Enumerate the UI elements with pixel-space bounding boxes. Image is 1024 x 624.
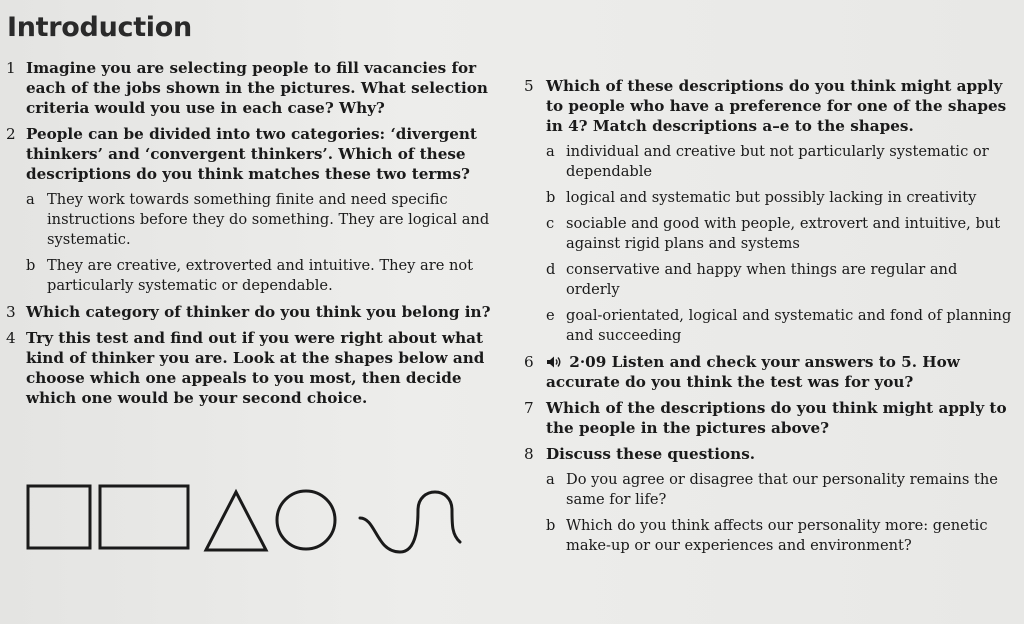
option-5d	[524, 260, 1014, 300]
option-2b	[6, 256, 506, 296]
option-text: conservative and happy when things are regular and orderly	[566, 261, 958, 298]
question-text: People can be divided into two categories: ‘divergent thinkers’ and ‘convergent thinkers’. Which of these descriptions do you think matches these two terms?	[26, 125, 477, 183]
option-text: Which do you think affects our personality more: genetic make-up or our experiences and environment?	[566, 517, 988, 554]
question-2	[6, 124, 506, 184]
audio-track-number: 2·09	[569, 353, 607, 371]
option-letter: b	[546, 517, 556, 534]
question-text: Discuss these questions.	[546, 445, 756, 463]
option-text: Do you agree or disagree that our personality remains the same for life?	[566, 471, 998, 508]
option-text: sociable and good with people, extrovert and intuitive, but against rigid plans and systems	[566, 215, 1001, 252]
option-5a	[524, 142, 1014, 182]
option-2a	[6, 190, 506, 250]
option-letter: e	[546, 307, 555, 324]
right-column	[524, 76, 1014, 562]
question-text: Listen and check your answers to 5. How accurate do you think the test was for you?	[546, 353, 960, 391]
circle-shape	[277, 491, 335, 549]
question-text: Which of the descriptions do you think might apply to the people in the pictures above?	[546, 399, 1007, 437]
question-number: 2	[6, 125, 16, 143]
option-text: They are creative, extroverted and intuitive. They are not particularly systematic or dependable.	[47, 257, 474, 294]
option-text: goal-orientated, logical and systematic and fond of planning and succeeding	[566, 307, 1012, 344]
shapes-test	[20, 480, 500, 560]
triangle-shape	[206, 492, 266, 550]
question-number: 1	[6, 59, 16, 77]
question-number: 8	[524, 445, 534, 463]
question-number: 4	[6, 329, 16, 347]
question-number: 5	[524, 77, 534, 95]
speaker-icon[interactable]	[546, 355, 562, 369]
question-number: 7	[524, 399, 534, 417]
square-shape	[28, 486, 90, 548]
left-column	[6, 58, 506, 414]
rectangle-shape	[100, 486, 188, 548]
question-number: 6	[524, 353, 534, 371]
question-7	[524, 398, 1014, 438]
question-text: Imagine you are selecting people to fill vacancies for each of the jobs shown in the pictures. What selection criteria would you use in each case? Why?	[26, 59, 488, 117]
question-3	[6, 302, 506, 322]
option-letter: b	[546, 189, 556, 206]
option-8a	[524, 470, 1014, 510]
option-5b	[524, 188, 1014, 208]
question-1	[6, 58, 506, 118]
option-text: They work towards something finite and need specific instructions before they do something. They are logical and systematic.	[47, 191, 490, 248]
question-text: Try this test and find out if you were right about what kind of thinker you are. Look at the shapes below and choose which one appeals to you most, then decide which one would be your second choice.	[26, 329, 485, 407]
option-letter: a	[546, 143, 555, 160]
option-5e	[524, 306, 1014, 346]
question-text: Which category of thinker do you think you belong in?	[26, 303, 491, 321]
question-5	[524, 76, 1014, 136]
squiggle-shape	[360, 492, 460, 552]
option-letter: b	[26, 257, 36, 274]
option-letter: a	[546, 471, 555, 488]
question-text: Which of these descriptions do you think might apply to people who have a preference for one of the shapes in 4? Match descriptions a–e to the shapes.	[546, 77, 1007, 135]
question-8	[524, 444, 1014, 464]
option-5c	[524, 214, 1014, 254]
option-8b	[524, 516, 1014, 556]
option-letter: a	[26, 191, 35, 208]
question-4	[6, 328, 506, 408]
question-number: 3	[6, 303, 16, 321]
page-title: Introduction	[7, 12, 192, 43]
question-6	[524, 352, 1014, 392]
option-letter: c	[546, 215, 555, 232]
option-letter: d	[546, 261, 556, 278]
option-text: logical and systematic but possibly lacking in creativity	[566, 189, 977, 206]
option-text: individual and creative but not particularly systematic or dependable	[566, 143, 989, 180]
